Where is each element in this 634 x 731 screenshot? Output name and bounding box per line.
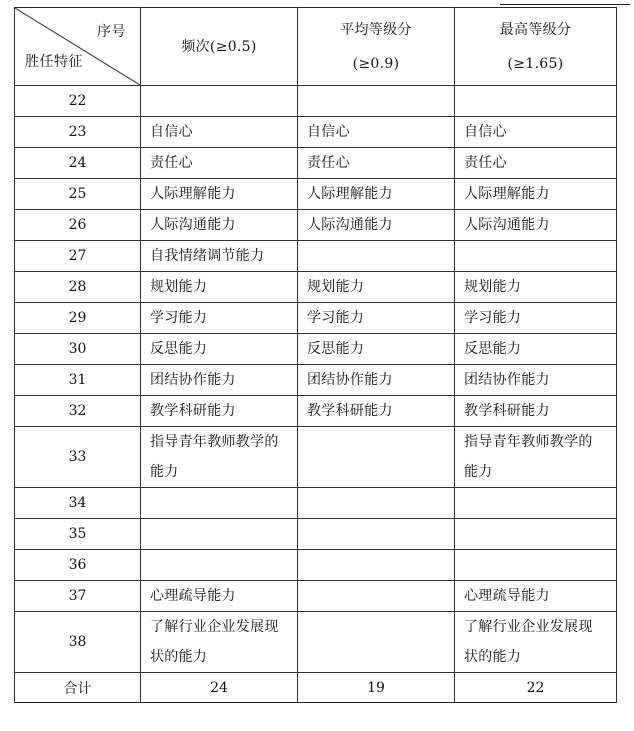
cell-text-line: 能力 — [464, 464, 493, 480]
table-row — [15, 241, 617, 272]
row-number: 36 — [15, 550, 141, 581]
column-header-threshold: (≥0.9) — [352, 55, 400, 72]
cell-frequency: 自我情绪调节能力 — [141, 241, 298, 272]
cell-max-grade: 反思能力 — [455, 334, 617, 365]
diagonal-divider — [15, 8, 140, 85]
cell-frequency — [141, 86, 298, 117]
cell-text-line: 状的能力 — [464, 649, 522, 665]
corner-label-number: 序号 — [97, 24, 126, 40]
row-number: 30 — [15, 334, 141, 365]
corner-label-feature: 胜任特征 — [25, 54, 83, 70]
cell-max-grade: 责任心 — [455, 148, 617, 179]
column-header-label: 最高等级分 — [499, 21, 572, 38]
table-row — [15, 550, 617, 581]
cell-text-line: 状的能力 — [150, 649, 208, 665]
row-number: 28 — [15, 272, 141, 303]
cell-max-grade — [455, 241, 617, 272]
cell-max-grade — [455, 488, 617, 519]
row-number: 24 — [15, 148, 141, 179]
total-frequency: 24 — [141, 673, 298, 703]
cell-frequency — [141, 519, 298, 550]
cell-max-grade — [455, 612, 617, 673]
row-number: 32 — [15, 396, 141, 427]
cell-max-grade — [455, 427, 617, 488]
table-row — [15, 488, 617, 519]
table-row — [15, 272, 617, 303]
cell-frequency: 人际沟通能力 — [141, 210, 298, 241]
cell-frequency: 教学科研能力 — [141, 396, 298, 427]
cell-frequency: 规划能力 — [141, 272, 298, 303]
total-label: 合计 — [15, 673, 141, 703]
row-number: 26 — [15, 210, 141, 241]
cell-frequency: 自信心 — [141, 117, 298, 148]
cell-average-grade: 学习能力 — [298, 303, 455, 334]
cell-average-grade — [298, 488, 455, 519]
table-row — [15, 334, 617, 365]
cell-text-line: 能力 — [150, 464, 179, 480]
cell-max-grade: 团结协作能力 — [455, 365, 617, 396]
row-number: 23 — [15, 117, 141, 148]
row-number: 29 — [15, 303, 141, 334]
total-max-grade: 22 — [455, 673, 617, 703]
table-row — [15, 427, 617, 488]
total-row — [15, 673, 617, 703]
table-row — [15, 117, 617, 148]
row-number: 25 — [15, 179, 141, 210]
row-number: 37 — [15, 581, 141, 612]
cell-max-grade: 人际沟通能力 — [455, 210, 617, 241]
cell-text-line: 指导青年教师教学的 — [150, 434, 279, 450]
table-row — [15, 210, 617, 241]
row-number: 22 — [15, 86, 141, 117]
table-row — [15, 612, 617, 673]
column-header-frequency — [141, 8, 298, 86]
row-number: 27 — [15, 241, 141, 272]
cell-max-grade — [455, 86, 617, 117]
cell-frequency: 团结协作能力 — [141, 365, 298, 396]
cell-text-line: 了解行业企业发展现 — [464, 619, 593, 635]
row-number: 38 — [15, 612, 141, 673]
cell-frequency: 责任心 — [141, 148, 298, 179]
table-row — [15, 148, 617, 179]
column-header-label: 平均等级分 — [340, 21, 412, 38]
cell-average-grade: 人际理解能力 — [298, 179, 455, 210]
competency-table — [14, 7, 617, 703]
cell-average-grade: 人际沟通能力 — [298, 210, 455, 241]
cell-frequency — [141, 488, 298, 519]
table-row — [15, 86, 617, 117]
column-header-average-grade — [298, 8, 455, 86]
row-number: 35 — [15, 519, 141, 550]
cell-average-grade — [298, 550, 455, 581]
table-row — [15, 519, 617, 550]
cell-average-grade: 反思能力 — [298, 334, 455, 365]
cell-max-grade: 自信心 — [455, 117, 617, 148]
cell-text-line: 指导青年教师教学的 — [464, 434, 593, 450]
cell-frequency — [141, 612, 298, 673]
cell-average-grade: 团结协作能力 — [298, 365, 455, 396]
total-average-grade: 19 — [298, 673, 455, 703]
row-number: 33 — [15, 427, 141, 488]
table-row — [15, 365, 617, 396]
cell-average-grade — [298, 427, 455, 488]
cell-average-grade: 责任心 — [298, 148, 455, 179]
cell-max-grade: 人际理解能力 — [455, 179, 617, 210]
cell-text-line: 了解行业企业发展现 — [150, 619, 279, 635]
cell-average-grade — [298, 581, 455, 612]
cell-max-grade: 学习能力 — [455, 303, 617, 334]
cell-max-grade: 规划能力 — [455, 272, 617, 303]
table-row — [15, 581, 617, 612]
cell-frequency: 学习能力 — [141, 303, 298, 334]
cell-average-grade — [298, 519, 455, 550]
table-row — [15, 303, 617, 334]
cell-frequency: 反思能力 — [141, 334, 298, 365]
column-header-max-grade — [455, 8, 617, 86]
table-row — [15, 396, 617, 427]
cell-max-grade: 教学科研能力 — [455, 396, 617, 427]
header-row — [15, 8, 617, 86]
table-row — [15, 179, 617, 210]
cell-max-grade — [455, 550, 617, 581]
cell-average-grade — [298, 241, 455, 272]
row-number: 31 — [15, 365, 141, 396]
column-header-label: 频次(≥0.5) — [181, 38, 257, 55]
cell-average-grade — [298, 86, 455, 117]
cell-frequency — [141, 550, 298, 581]
table-top-rule — [500, 0, 630, 5]
column-header-threshold: (≥1.65) — [507, 55, 564, 72]
cell-average-grade: 规划能力 — [298, 272, 455, 303]
cell-average-grade: 教学科研能力 — [298, 396, 455, 427]
cell-average-grade — [298, 612, 455, 673]
cell-frequency — [141, 427, 298, 488]
cell-frequency: 人际理解能力 — [141, 179, 298, 210]
row-number: 34 — [15, 488, 141, 519]
cell-max-grade — [455, 519, 617, 550]
cell-average-grade: 自信心 — [298, 117, 455, 148]
cell-max-grade: 心理疏导能力 — [455, 581, 617, 612]
diagonal-header-cell — [15, 8, 141, 86]
cell-frequency: 心理疏导能力 — [141, 581, 298, 612]
